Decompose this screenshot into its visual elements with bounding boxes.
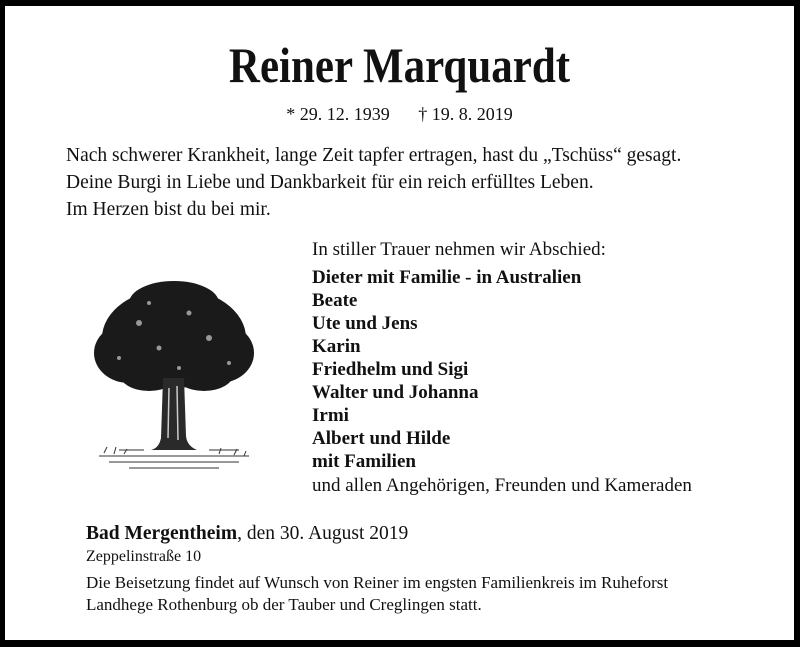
mourner: Albert und Hilde xyxy=(312,428,451,449)
mourners-closing: und allen Angehörigen, Freunden und Kameraden xyxy=(312,475,692,496)
mourner: mit Familien xyxy=(312,451,416,472)
burial-note: Landhege Rothenburg ob der Tauber und Creglingen statt. xyxy=(86,595,482,614)
mourner: Walter und Johanna xyxy=(312,382,479,403)
tree-illustration xyxy=(89,278,259,478)
mourner: Karin xyxy=(312,336,361,357)
mourner: Dieter mit Familie - in Australien xyxy=(312,267,582,288)
obituary-card xyxy=(5,6,794,640)
burial-note: Die Beisetzung findet auf Wunsch von Reiner im engsten Familienkreis im Ruheforst xyxy=(86,573,669,592)
message-line: Nach schwerer Krankheit, lange Zeit tapfer ertragen, hast du „Tschüss“ gesagt. xyxy=(66,145,682,166)
place: Bad Mergentheim xyxy=(86,523,238,544)
address: Zeppelinstraße 10 xyxy=(86,548,202,565)
date: , den 30. August 2019 xyxy=(237,523,409,544)
mourner: Beate xyxy=(312,290,358,311)
mourning-intro: In stiller Trauer nehmen wir Abschied: xyxy=(312,239,606,260)
death-date: † 19. 8. 2019 xyxy=(418,104,513,124)
place-date xyxy=(86,523,408,545)
message-line: Im Herzen bist du bei mir. xyxy=(66,199,271,220)
mourner: Friedhelm und Sigi xyxy=(312,359,469,380)
life-dates xyxy=(5,104,794,125)
message-line: Deine Burgi in Liebe und Dankbarkeit für ein reich erfülltes Leben. xyxy=(66,172,594,193)
deceased-name: Reiner Marquardt xyxy=(228,37,571,93)
birth-date: * 29. 12. 1939 xyxy=(286,104,390,124)
mourner: Irmi xyxy=(312,405,349,426)
mourner: Ute und Jens xyxy=(312,313,418,334)
